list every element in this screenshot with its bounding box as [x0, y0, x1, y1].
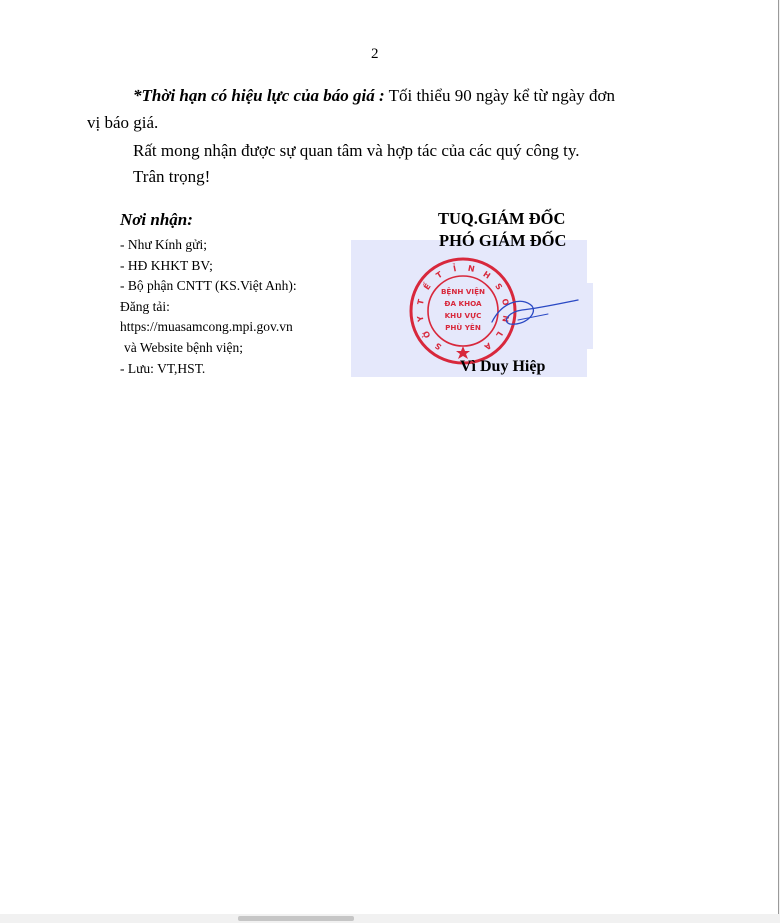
- page-number: 2: [371, 46, 379, 62]
- recipients-list: [120, 235, 297, 379]
- seal-ring-letter: H: [481, 269, 493, 281]
- seal-ring-letter: A: [482, 340, 493, 352]
- handwritten-signature-icon: [488, 292, 580, 338]
- recipient-item: - Bộ phận CNTT (KS.Việt Anh):: [120, 278, 297, 294]
- recipient-link: https://muasamcong.mpi.gov.vn: [120, 319, 293, 335]
- seal-ring-letter: L: [494, 329, 505, 339]
- recipient-item: - Lưu: VT,HST.: [120, 360, 206, 376]
- seal-ring-letter: Ở: [421, 328, 433, 340]
- validity-paragraph: [133, 86, 615, 106]
- seal-ring-letter: S: [493, 281, 504, 292]
- recipients-title: Nơi nhận:: [120, 210, 193, 229]
- seal-ring-letter: Ỉ: [452, 264, 458, 274]
- seal-line: KHU VỰC: [444, 311, 482, 320]
- closing-line: Rất mong nhận được sự quan tâm và hợp tác của các quý công ty.: [133, 141, 580, 160]
- seal-ring-letter: T: [434, 269, 445, 281]
- seal-line: ĐA KHOA: [444, 299, 482, 308]
- validity-label: Thời hạn có hiệu lực của báo giá :: [141, 86, 385, 105]
- regards-line: Trân trọng!: [133, 167, 211, 186]
- seal-ring-letter: S: [433, 340, 444, 352]
- signature-scan-background-edge: [587, 283, 593, 349]
- seal-ring-letter: Ế: [422, 281, 433, 292]
- seal-line: BỆNH VIỆN: [440, 287, 486, 296]
- horizontal-scrollbar[interactable]: [0, 914, 780, 923]
- recipient-item: Đăng tải:: [120, 298, 170, 314]
- signer-title-line1: TUQ.GIÁM ĐỐC: [438, 209, 566, 228]
- seal-ring-letter: N: [467, 263, 476, 274]
- horizontal-scrollbar-thumb[interactable]: [238, 916, 354, 921]
- recipient-item: và Website bệnh viện;: [124, 339, 244, 355]
- seal-ring-letter: Y: [415, 315, 426, 323]
- validity-text-continued: vị báo giá.: [87, 113, 159, 132]
- recipient-item: - Như Kính gửi;: [120, 237, 208, 252]
- validity-text: Tối thiểu 90 ngày kể từ ngày đơn: [384, 86, 616, 105]
- signer-title-line2: PHÓ GIÁM ĐỐC: [439, 231, 567, 250]
- signer-name: Vì Duy Hiệp: [460, 358, 546, 375]
- seal-ring-letter: T: [415, 298, 426, 306]
- seal-ring-letter: N: [500, 314, 511, 323]
- validity-asterisk: *: [133, 86, 142, 105]
- seal-line: PHÙ YÊN: [445, 323, 481, 332]
- seal-ring-letter: Ơ: [499, 297, 511, 307]
- recipient-item: - HĐ KHKT BV;: [120, 257, 213, 273]
